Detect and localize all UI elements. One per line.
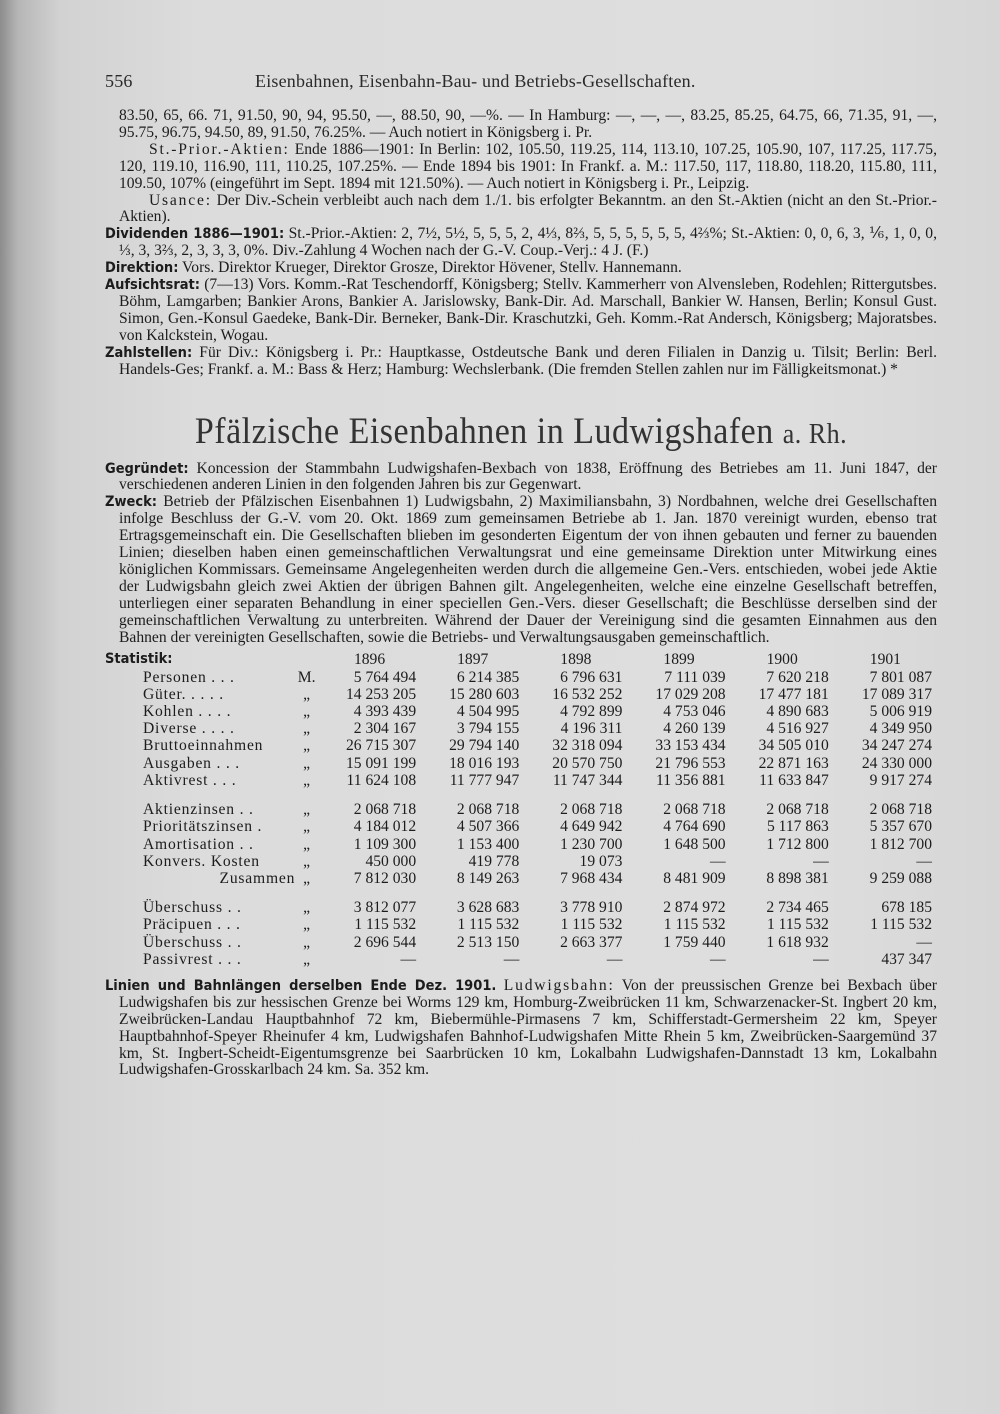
cell-value: 8 898 381 <box>766 869 829 887</box>
group-spacer <box>105 789 937 801</box>
usance-text: Der Div.-Schein verbleibt auch nach dem 1./1. bis erfolgter Bekanntm. an den St.-Aktien (nicht an den St.-Prior.-Aktien). <box>119 191 937 226</box>
aufsichtsrat-label: Aufsichtsrat: <box>105 277 201 294</box>
cell-value: 2 068 718 <box>353 801 417 819</box>
cell-value: 6 796 631 <box>560 668 623 686</box>
section-title-suffix: a. Rh. <box>782 417 848 449</box>
cell-value: 26 715 307 <box>345 737 417 755</box>
cell-value: 11 633 847 <box>759 771 829 789</box>
cell-value: 4 890 683 <box>766 703 829 721</box>
cell-value: 1 115 532 <box>354 916 417 934</box>
row-label: Bruttoeinnahmen <box>143 737 264 755</box>
cell-value: 1 812 700 <box>869 835 932 853</box>
cell-value: 15 091 199 <box>345 754 417 772</box>
zweck-paragraph <box>105 494 937 646</box>
cell-value: 8 481 909 <box>663 869 726 887</box>
cell-value: 4 649 942 <box>560 818 623 836</box>
gegruendet-label: Gegründet: <box>105 460 189 477</box>
gegruendet-text: Koncession der Stammbahn Ludwigshafen-Bexbach von 1838, Eröffnung des Betriebes am 11. Juni 1847, der verschiedenen anderen Linien in den folgenden Jahren bis zur Gegenwart. <box>119 459 937 494</box>
cell-value: — <box>710 950 726 968</box>
table-row <box>105 686 937 703</box>
row-unit: „ <box>303 720 311 738</box>
row-label: Überschuss . . <box>143 899 242 917</box>
running-title: Eisenbahnen, Eisenbahn-Bau- und Betriebs-Gesellschaften. <box>255 71 696 91</box>
year-header: 1900 <box>766 650 798 668</box>
cell-value: 7 968 434 <box>560 869 623 887</box>
previous-company-section <box>105 108 937 379</box>
row-label: Präcipuen . . . <box>143 916 241 934</box>
cell-value: 678 185 <box>881 899 932 917</box>
cell-value: 8 149 263 <box>456 869 520 887</box>
cell-value: 2 068 718 <box>766 801 829 819</box>
row-label: Konvers. Kosten <box>143 852 260 870</box>
statistik-label: Statistik: <box>105 651 173 668</box>
row-unit: „ <box>303 869 311 887</box>
row-unit: M. <box>297 668 316 686</box>
row-label: Aktienzinsen . . <box>143 801 254 819</box>
row-unit: „ <box>303 933 311 951</box>
cell-value: 11 777 947 <box>449 771 520 789</box>
linien-label: Linien und Bahnlängen derselben Ende Dez. 1901. <box>105 977 497 994</box>
row-unit: „ <box>303 685 311 703</box>
table-row <box>105 870 937 887</box>
cell-value: 5 006 919 <box>869 703 932 721</box>
cell-value: — <box>813 950 829 968</box>
cell-value: 1 109 300 <box>353 835 417 853</box>
document-page <box>105 62 937 1079</box>
cell-value: 4 753 046 <box>663 703 726 721</box>
cell-value: 7 801 087 <box>869 668 932 686</box>
table-row <box>105 737 937 754</box>
table-row <box>105 669 937 686</box>
cell-value: 33 153 434 <box>655 737 726 755</box>
row-unit: „ <box>303 950 311 968</box>
row-unit: „ <box>303 703 311 721</box>
cell-value: 1 230 700 <box>560 835 623 853</box>
direktion-paragraph <box>105 260 937 277</box>
year-header: 1901 <box>869 650 901 668</box>
row-label: Diverse . . . . <box>143 720 235 738</box>
table-row <box>105 801 937 818</box>
cell-value: 15 280 603 <box>449 685 520 703</box>
cell-value: 4 764 690 <box>663 818 726 836</box>
dividenden-label: Dividenden 1886—1901: <box>105 226 285 243</box>
cell-value: — <box>400 950 417 968</box>
cell-value: 14 253 205 <box>345 685 417 703</box>
cell-value: 2 513 150 <box>456 933 520 951</box>
cell-value: 419 778 <box>468 852 520 870</box>
cell-value: 1 115 532 <box>766 916 829 934</box>
row-label: Überschuss . . <box>143 933 242 951</box>
year-header: 1896 <box>353 650 386 668</box>
statistik-header-row <box>105 650 937 668</box>
cell-value: 450 000 <box>365 852 417 870</box>
row-unit: „ <box>303 737 311 755</box>
cell-value: 21 796 553 <box>655 754 726 772</box>
prior-aktien-text: Ende 1886—1901: In Berlin: 102, 105.50, 119.25, 114, 113.10, 107.25, 105.90, 107, 117.25, 117.75, 120, 119.10, 116.90, 111, 110.25, 107.25%. — Ende 1894 bis 1901: In Frankf. a. M.: 117.50, 117, 118.80, 118.20, 115.80, 111, 109.50, 107% (eingeführt im Sept. 1894 mit 121.50%). — Auch notiert in Königsberg i. Pr., Leipzig. <box>119 140 937 192</box>
cell-value: 2 068 718 <box>663 801 726 819</box>
year-header: 1897 <box>457 650 489 668</box>
row-unit: „ <box>303 771 311 789</box>
linien-paragraph <box>105 978 937 1079</box>
cell-value: 1 153 400 <box>456 835 520 853</box>
table-row <box>105 772 937 789</box>
zahlstellen-label: Zahlstellen: <box>105 344 193 361</box>
row-unit: „ <box>303 818 311 836</box>
row-label: Amortisation . . <box>143 835 254 853</box>
table-row <box>105 899 937 916</box>
aufsichtsrat-text: (7—13) Vors. Komm.-Rat Teschendorff, Königsberg; Stellv. Kammerherr von Alvensleben, Rodehlen; Rittergutsbes. Böhm, Lamgarben; Bankier Arons, Bankier A. Jarislowsky, Bank-Dir. Ad. Marschall, Bankier W. Hansen, Berlin; Konsul Gust. Simon, Gen.-Konsul Gaedeke, Bank-Dir. Berneker, Bank-Dir. Kraschutzki, Geh. Komm.-Rat Andersch, Königsberg; Majoratsbes. von Kalckstein, Wogau. <box>119 276 937 344</box>
row-label: Kohlen . . . . <box>143 703 232 721</box>
cell-value: 7 620 218 <box>766 668 829 686</box>
cell-value: 4 507 366 <box>456 818 520 836</box>
cell-value: 1 618 932 <box>766 933 829 951</box>
cell-value: 1 115 532 <box>870 916 932 934</box>
cell-value: 5 764 494 <box>353 668 417 686</box>
cell-value: 11 356 881 <box>656 771 726 789</box>
zweck-text: Betrieb der Pfälzischen Eisenbahnen 1) Ludwigsbahn, 2) Maximiliansbahn, 3) Nordbahnen, welche drei Gesellschaften infolge Beschluss der G.-V. vom 20. Okt. 1869 zum gemeinsamen Betriebe ab 1. Jan. 1870 vereinigt wurden, ebenso trat Ertragsgemeinschaft ein. Die Gesellschaften blieben im gesonderten Eigentum der von ihnen gebauten und ferner zu bauenden Linien; dieselben haben einen gemeinschaftlichen Verwaltungsrat und eine gemeinsame Direktion unter Mitwirkung eines königlichen Kommissars. Gemeinsame Angelegenheiten werden durch die allgemeine Gen.-Vers. entschieden, wobei jede Aktie der Ludwigsbahn gleich zwei Aktien der übrigen Bahnen gilt. Angelegenheiten, welche eine einzelne Gesellschaft betreffen, unterliegen einer separaten Behandlung in einer speciellen Gen.-Vers. dieser Gesellschaft; die Beschlüsse derselben sind der gemeinschaftlichen Verwaltung zu unterbreiten. Während der Dauer der Vereinigung sind die gesamten Einnahmen aus den Bahnen der vereinigten Gesellschaften, sowie die Betriebs- und Verwaltungsausgaben gemeinschaftlich. <box>119 493 937 646</box>
table-row <box>105 755 937 772</box>
cell-value: 17 089 317 <box>861 685 932 703</box>
cell-value: 4 516 927 <box>766 720 829 738</box>
row-unit: „ <box>303 899 311 917</box>
row-label: Zusammen <box>219 869 296 887</box>
cell-value: 4 196 311 <box>560 720 623 738</box>
cell-value: 7 812 030 <box>353 869 417 887</box>
page-header <box>105 62 937 92</box>
cell-value: 4 504 995 <box>456 703 520 721</box>
direktion-text: Vors. Direktor Krueger, Direktor Grosze, Direktor Hövener, Stellv. Hannemann. <box>178 259 682 277</box>
cell-value: 1 115 532 <box>663 916 726 934</box>
cell-value: 3 794 155 <box>456 720 520 738</box>
dividenden-paragraph <box>105 226 937 260</box>
cell-value: 32 318 094 <box>552 737 623 755</box>
statistik-table <box>105 650 937 967</box>
cell-value: 3 628 683 <box>456 899 520 917</box>
row-label: Passivrest . . . <box>143 950 242 968</box>
direktion-label: Direktion: <box>105 260 179 277</box>
cell-value: 4 260 139 <box>663 720 726 738</box>
zahlstellen-paragraph <box>105 345 937 379</box>
cell-value: 16 532 252 <box>552 685 623 703</box>
table-row <box>105 916 937 933</box>
prior-aktien-label: St.-Prior.-Aktien: <box>149 140 290 158</box>
cell-value: 22 871 163 <box>758 754 829 772</box>
cell-value: 9 917 274 <box>869 771 932 789</box>
cell-value: 17 029 208 <box>655 685 726 703</box>
cell-value: — <box>916 852 932 870</box>
cell-value: 9 259 088 <box>869 869 932 887</box>
table-row <box>105 818 937 835</box>
year-header: 1899 <box>663 650 695 668</box>
cell-value: 2 304 167 <box>353 720 417 738</box>
row-unit: „ <box>303 801 311 819</box>
section-title-main: Pfälzische Eisenbahnen in Ludwigshafen <box>194 410 774 451</box>
cell-value: 2 068 718 <box>560 801 623 819</box>
cell-value: 1 115 532 <box>560 916 623 934</box>
cell-value: 3 778 910 <box>560 899 623 917</box>
cell-value: 437 347 <box>881 950 932 968</box>
cell-value: 11 624 108 <box>346 771 417 789</box>
year-header: 1898 <box>560 650 592 668</box>
cell-value: 4 349 950 <box>869 720 932 738</box>
cell-value: 1 648 500 <box>663 835 726 853</box>
row-label: Aktivrest . . . <box>143 771 237 789</box>
cell-value: 7 111 039 <box>664 668 726 686</box>
linien-text: Von der preussischen Grenze bei Bexbach über Ludwigshafen bis zur hessischen Grenze bei Worms 129 km, Homburg-Zweibrücken 11 km, Schwarzenacker-St. Ingbert 20 km, Zweibrücken-Landau Hauptbahnhof 72 km, Biebermühle-Pirmasens 7 km, Schifferstadt-Germersheim 22 km, Speyer Hauptbahnhof-Speyer Rheinufer 4 km, Ludwigshafen Bahnhof-Ludwigshafen Mitte Rhein 5 km, Zweibrücken-Saargemünd 37 km, St. Ingbert-Scheidt-Eigentumsgrenze bei Saarbrücken 10 km, Lokalbahn Ludwigshafen-Dannstadt 13 km, Lokalbahn Ludwigshafen-Grosskarlbach 24 km. Sa. 352 km. <box>119 976 937 1079</box>
cell-value: 5 117 863 <box>766 818 829 836</box>
cell-value: 11 747 344 <box>552 771 623 789</box>
table-row <box>105 853 937 870</box>
cell-value: 34 247 274 <box>861 737 932 755</box>
cell-value: 2 068 718 <box>456 801 520 819</box>
zahlstellen-text: Für Div.: Königsberg i. Pr.: Hauptkasse, Ostdeutsche Bank und deren Filialen in Danzig u. Tilsit; Berlin: Berl. Handels-Ges; Frankf. a. M.: Bass & Herz; Hamburg: Wechslerbank. (Die fremden Stellen zahlen nur im Fälligkeitsmonat.) * <box>119 343 937 378</box>
cell-value: 1 759 440 <box>663 933 726 951</box>
table-row <box>105 934 937 951</box>
zweck-label: Zweck: <box>105 494 157 511</box>
row-unit: „ <box>303 835 311 853</box>
usance-paragraph <box>105 193 937 227</box>
cell-value: 4 393 439 <box>353 703 417 721</box>
cell-value: — <box>916 933 932 951</box>
cell-value: 19 073 <box>579 852 623 870</box>
cell-value: 2 696 544 <box>353 933 417 951</box>
cell-value: — <box>813 852 829 870</box>
cell-value: 4 792 899 <box>560 703 623 721</box>
cell-value: 20 570 750 <box>552 754 623 772</box>
row-label: Ausgaben . . . <box>143 754 240 772</box>
dividenden-text: St.-Prior.-Aktien: 2, 7½, 5½, 5, 5, 5, 2, 4⅓, 8⅔, 5, 5, 5, 5, 5, 5, 4⅔%; St.-Aktien: 0, 0, 6, 3, ⅙, 1, 0, 0, ⅓, 3, 3⅔, 2, 3, 3, 3, 0%. Div.-Zahlung 4 Wochen nach der G.-V. Coup.-Verj.: 4 J. (F.) <box>119 225 937 260</box>
table-row <box>105 951 937 968</box>
group-spacer <box>105 887 937 899</box>
cell-value: 18 016 193 <box>449 754 520 772</box>
row-label: Prioritätszinsen . <box>143 818 263 836</box>
cell-value: 29 794 140 <box>449 737 520 755</box>
table-row <box>105 703 937 720</box>
gegruendet-paragraph <box>105 461 937 495</box>
cell-value: 4 184 012 <box>353 818 417 836</box>
cell-value: 2 734 465 <box>766 899 829 917</box>
cell-value: — <box>606 950 623 968</box>
cell-value: 17 477 181 <box>758 685 829 703</box>
prior-aktien-paragraph <box>105 142 937 193</box>
cell-value: 6 214 385 <box>456 668 520 686</box>
cell-value: 3 812 077 <box>353 899 417 917</box>
cell-value: 5 357 670 <box>869 818 932 836</box>
cell-value: 1 115 532 <box>457 916 520 934</box>
cell-value: 24 330 000 <box>861 754 932 772</box>
cell-value: 1 712 800 <box>766 835 829 853</box>
row-unit: „ <box>303 916 311 934</box>
row-unit: „ <box>303 852 311 870</box>
cell-value: 34 505 010 <box>758 737 829 755</box>
page-number: 556 <box>105 71 133 91</box>
aufsichtsrat-paragraph <box>105 277 937 345</box>
row-label: Personen . . . <box>143 668 235 686</box>
table-row <box>105 836 937 853</box>
section-title <box>105 411 937 452</box>
cell-value: — <box>503 950 520 968</box>
cell-value: 2 874 972 <box>663 899 726 917</box>
cell-value: 2 663 377 <box>560 933 623 951</box>
table-row <box>105 720 937 737</box>
linien-sublabel: Ludwigsbahn: <box>503 976 615 994</box>
usance-label: Usance: <box>149 191 212 209</box>
row-unit: „ <box>303 754 311 772</box>
kurse-continuation: 83.50, 65, 66. 71, 91.50, 90, 94, 95.50, —, 88.50, 90, —%. — In Hamburg: —, —, —, 83.25, 85.25, 64.75, 66, 71.35, 91, —, 95.75, 96.75, 94.50, 89, 91.50, 76.25%. — Auch notiert in Königsberg i. Pr. <box>119 107 937 141</box>
row-label: Güter. . . . . <box>143 685 224 703</box>
cell-value: 2 068 718 <box>869 801 932 819</box>
cell-value: — <box>710 852 726 870</box>
